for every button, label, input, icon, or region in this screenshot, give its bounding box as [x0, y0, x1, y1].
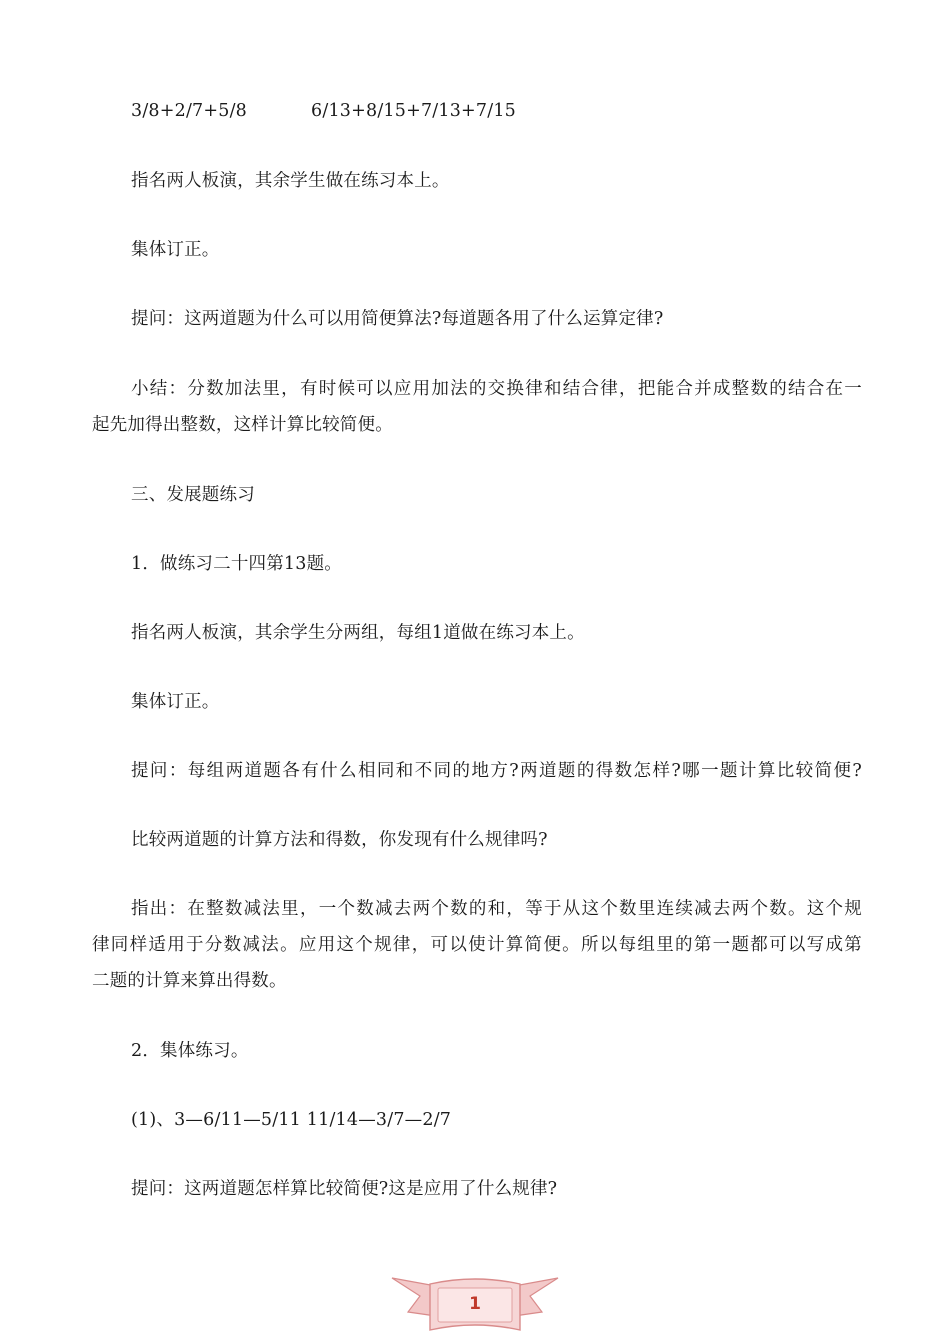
- paragraph-line: 二题的计算来算出得数。: [92, 971, 287, 991]
- paragraph-line: 起先加得出整数，这样计算比较简便。: [92, 415, 393, 435]
- page-number-ribbon: [390, 1272, 560, 1340]
- paragraph: 提问：这两道题为什么可以用简便算法?每道题各用了什么运算定律?: [131, 309, 664, 329]
- paragraph: 集体订正。: [131, 692, 220, 712]
- paragraph-line: 小结：分数加法里，有时候可以应用加法的交换律和结合律，把能合并成整数的结合在一: [131, 379, 862, 399]
- paragraph: 提问：每组两道题各有什么相同和不同的地方?两道题的得数怎样?哪一题计算比较简便?: [131, 761, 862, 781]
- paragraph: 指名两人板演，其余学生做在练习本上。: [131, 171, 450, 191]
- expression-1: 3/8+2/7+5/8: [131, 101, 248, 121]
- paragraph: 2．集体练习。: [131, 1041, 249, 1061]
- paragraph-line: 指出：在整数减法里，一个数减去两个数的和，等于从这个数里连续减去两个数。这个规: [131, 899, 862, 919]
- paragraph-line: 律同样适用于分数减法。应用这个规律，可以使计算简便。所以每组里的第一题都可以写成第: [92, 935, 862, 955]
- section-heading: 三、发展题练习: [131, 485, 255, 505]
- paragraph: 指名两人板演，其余学生分两组，每组1道做在练习本上。: [131, 623, 585, 643]
- paragraph: 1．做练习二十四第13题。: [131, 554, 343, 574]
- paragraph: 集体订正。: [131, 240, 220, 260]
- expression-line: [131, 93, 901, 129]
- paragraph: 提问：这两道题怎样算比较简便?这是应用了什么规律?: [131, 1179, 558, 1199]
- expression-2: 6/13+8/15+7/13+7/15: [311, 101, 517, 121]
- paragraph: 比较两道题的计算方法和得数，你发现有什么规律吗?: [131, 830, 548, 850]
- page-number: 1: [469, 1294, 481, 1314]
- paragraph: (1)、3—6/11—5/11 11/14—3/7—2/7: [131, 1110, 452, 1130]
